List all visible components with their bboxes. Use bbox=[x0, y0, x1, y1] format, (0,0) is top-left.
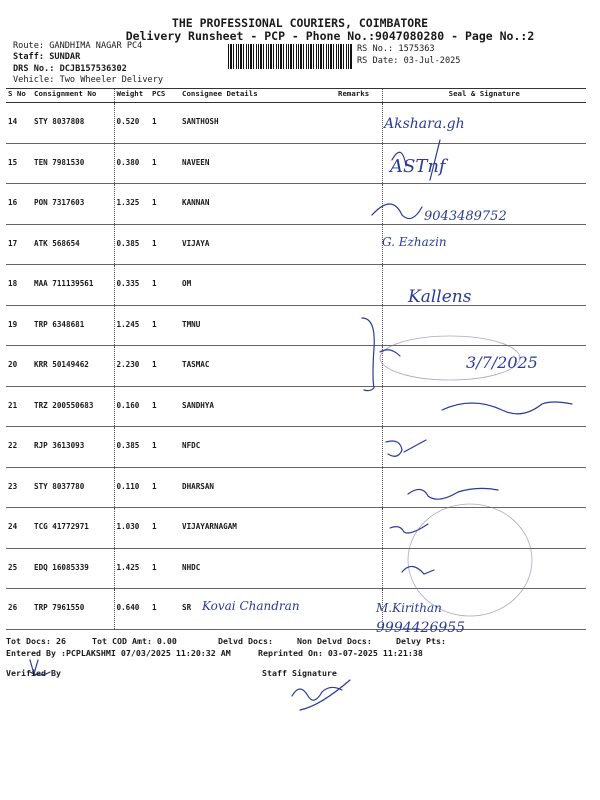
row-sno: 19 bbox=[6, 305, 32, 346]
company-name: THE PROFESSIONAL COURIERS, COIMBATORE bbox=[171, 16, 429, 30]
row-weight: 2.230 bbox=[114, 346, 150, 387]
signature-row22 bbox=[386, 440, 426, 456]
entered-by: Entered By :PCPLAKSHMI 07/03/2025 11:20:32 AM bbox=[6, 648, 231, 658]
row-weight: 0.110 bbox=[114, 467, 150, 508]
handwritten-name-row26: Kovai Chandran bbox=[202, 599, 300, 613]
row-consignee: DHARSAN bbox=[180, 467, 336, 508]
row-consignment: TRZ 200550683 bbox=[32, 386, 114, 427]
delivered-docs: Delvd Docs: bbox=[218, 636, 273, 646]
route: Route: GANDHIMA NAGAR PC4 bbox=[13, 41, 143, 51]
row-consignee: VIJAYA bbox=[180, 224, 336, 265]
reprinted-on: Reprinted On: 03-07-2025 11:21:38 bbox=[258, 648, 423, 658]
row-pcs: 1 bbox=[150, 224, 180, 265]
col-sno: S No bbox=[6, 89, 32, 103]
row-consignee: SANTHOSH bbox=[180, 103, 336, 144]
signature-row14: Akshara.gh bbox=[384, 116, 465, 132]
row-pcs: 1 bbox=[150, 184, 180, 225]
row-weight: 0.380 bbox=[114, 143, 150, 184]
row-sno: 17 bbox=[6, 224, 32, 265]
row-weight: 0.160 bbox=[114, 386, 150, 427]
row-weight: 1.245 bbox=[114, 305, 150, 346]
row-consignee: SANDHYA bbox=[180, 386, 336, 427]
row-sno: 16 bbox=[6, 184, 32, 225]
col-remarks: Remarks bbox=[336, 89, 382, 103]
row-consignee: TMNU bbox=[180, 305, 336, 346]
signature-row24 bbox=[390, 524, 428, 533]
drs-number: DRS No.: DCJB157536302 bbox=[13, 64, 127, 74]
phone-handwritten-row16: 9043489752 bbox=[424, 209, 507, 224]
row-sno: 26 bbox=[6, 589, 32, 630]
row-sno: 24 bbox=[6, 508, 32, 549]
row-weight: 1.425 bbox=[114, 548, 150, 589]
row-pcs: 1 bbox=[150, 467, 180, 508]
row-consignee: NFDC bbox=[180, 427, 336, 468]
row-sno: 25 bbox=[6, 548, 32, 589]
row-sno: 23 bbox=[6, 467, 32, 508]
row-consignee: SR bbox=[180, 589, 336, 630]
row-consignment: PON 7317603 bbox=[32, 184, 114, 225]
row-consignment: TCG 41772971 bbox=[32, 508, 114, 549]
row-pcs: 1 bbox=[150, 427, 180, 468]
signature-row17: G. Ezhazin bbox=[382, 235, 447, 249]
row-weight: 1.030 bbox=[114, 508, 150, 549]
vehicle: Vehicle: Two Wheeler Delivery bbox=[13, 75, 164, 85]
row-consignment: STY 8037780 bbox=[32, 467, 114, 508]
row-weight: 0.385 bbox=[114, 224, 150, 265]
staff-signature-label: Staff Signature bbox=[262, 668, 337, 678]
row-pcs: 1 bbox=[150, 305, 180, 346]
row-sno: 20 bbox=[6, 346, 32, 387]
col-weight: Weight bbox=[114, 89, 150, 103]
row-pcs: 1 bbox=[150, 386, 180, 427]
row-consignment: KRR 50149462 bbox=[32, 346, 114, 387]
row-weight: 0.335 bbox=[114, 265, 150, 306]
staff-signature bbox=[292, 680, 350, 710]
row-consignment: RJP 3613093 bbox=[32, 427, 114, 468]
signature-row23 bbox=[408, 488, 498, 499]
row-pcs: 1 bbox=[150, 589, 180, 630]
row-pcs: 1 bbox=[150, 508, 180, 549]
row-consignee: TASMAC bbox=[180, 346, 336, 387]
row-consignee: OM bbox=[180, 265, 336, 306]
total-cod: Tot COD Amt: 0.00 bbox=[92, 636, 177, 646]
row-pcs: 1 bbox=[150, 346, 180, 387]
row-consignee: NAVEEN bbox=[180, 143, 336, 184]
row-sno: 15 bbox=[6, 143, 32, 184]
runsheet-title: Delivery Runsheet - PCP - Phone No.:9047080280 - Page No.:2 bbox=[125, 29, 535, 43]
row-sno: 21 bbox=[6, 386, 32, 427]
row-consignment: TRP 6348681 bbox=[32, 305, 114, 346]
row-sno: 22 bbox=[6, 427, 32, 468]
row-consignment: STY 8037808 bbox=[32, 103, 114, 144]
signature-row15: ASTnf bbox=[390, 156, 446, 177]
verified-by: Verified By bbox=[6, 668, 61, 678]
rs-date: RS Date: 03-Jul-2025 bbox=[357, 56, 461, 66]
row-consignment: MAA 711139561 bbox=[32, 265, 114, 306]
staff: Staff: SUNDAR bbox=[13, 52, 81, 62]
row-consignment: TEN 7981530 bbox=[32, 143, 114, 184]
col-signature: Seal & Signature bbox=[382, 89, 586, 103]
signature-row25 bbox=[402, 566, 434, 574]
row-pcs: 1 bbox=[150, 265, 180, 306]
row-sno: 18 bbox=[6, 265, 32, 306]
row-consignee: KANNAN bbox=[180, 184, 336, 225]
bracket-stroke bbox=[362, 318, 374, 391]
row-pcs: 1 bbox=[150, 143, 180, 184]
row-consignment: ATK 568654 bbox=[32, 224, 114, 265]
row-pcs: 1 bbox=[150, 548, 180, 589]
row-pcs: 1 bbox=[150, 103, 180, 144]
stamp-row24-25 bbox=[408, 504, 532, 616]
delivery-points: Delvy Pts: bbox=[396, 636, 446, 646]
total-docs: Tot Docs: 26 bbox=[6, 636, 66, 646]
row-weight: 1.325 bbox=[114, 184, 150, 225]
row-sno: 14 bbox=[6, 103, 32, 144]
non-delivered-docs: Non Delvd Docs: bbox=[297, 636, 372, 646]
col-consignment: Consignment No bbox=[32, 89, 114, 103]
signature-row26: M.Kirithan bbox=[376, 601, 442, 615]
row-weight: 0.640 bbox=[114, 589, 150, 630]
rs-number: RS No.: 1575363 bbox=[357, 44, 435, 54]
col-consignee: Consignee Details bbox=[180, 89, 336, 103]
signature-stroke-row16 bbox=[372, 204, 422, 219]
row-consignee: VIJAYARNAGAM bbox=[180, 508, 336, 549]
row-consignment: EDQ 16085339 bbox=[32, 548, 114, 589]
row-weight: 0.520 bbox=[114, 103, 150, 144]
signature-row18: Kallens bbox=[408, 287, 472, 307]
date-handwritten-row20: 3/7/2025 bbox=[466, 353, 538, 372]
row-weight: 0.385 bbox=[114, 427, 150, 468]
row-consignment: TRP 7961550 bbox=[32, 589, 114, 630]
row-consignee: NHDC bbox=[180, 548, 336, 589]
phone-handwritten-row26: 9994426955 bbox=[376, 620, 466, 636]
col-pcs: PCS bbox=[150, 89, 180, 103]
